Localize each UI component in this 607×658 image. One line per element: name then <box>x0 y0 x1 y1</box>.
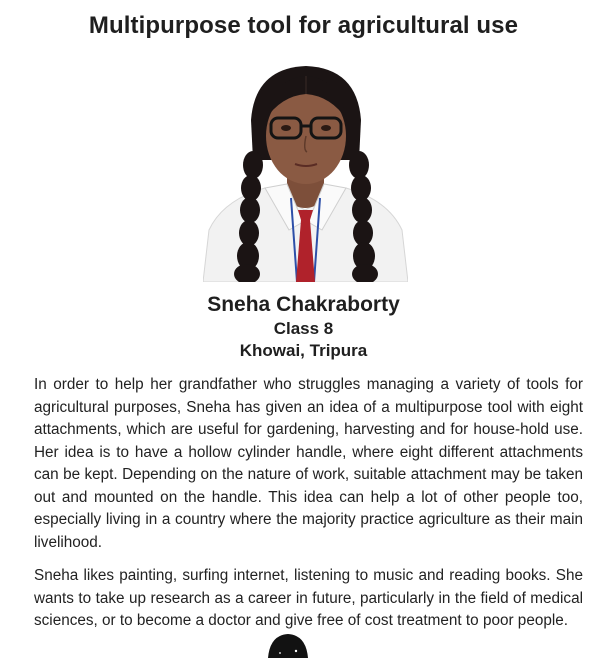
student-portrait <box>203 60 408 282</box>
partial-avatar <box>266 633 310 658</box>
student-name: Sneha Chakraborty <box>207 293 400 316</box>
hobbies-paragraph: Sneha likes painting, surfing internet, listening to music and reading books. She wants to take up research as a career in future, particularly in the field of medical sciences, or to become a doctor and give free of cost treatment to poor people. <box>34 567 583 629</box>
student-photo-illustration <box>203 60 408 282</box>
article-title: Multipurpose tool for agricultural use <box>88 12 519 39</box>
student-location: Khowai, Tripura <box>239 341 368 360</box>
student-class: Class 8 <box>273 319 334 338</box>
student-info <box>0 292 607 362</box>
description-paragraph: In order to help her grandfather who struggles managing a variety of tools for agricultural purposes, Sneha has given an idea of a multipurpose tool with eight attachments, which are useful for gardening, harvesting and for house-hold use. Her idea is to have a hollow cylinder handle, where eight different attachments can be kept. Depending on the nature of work, suitable attachment may be taken out and mounted on the handle. This idea can help a lot of other people too, especially living in a country where the majority practice agriculture as their main livelihood. <box>34 376 583 551</box>
